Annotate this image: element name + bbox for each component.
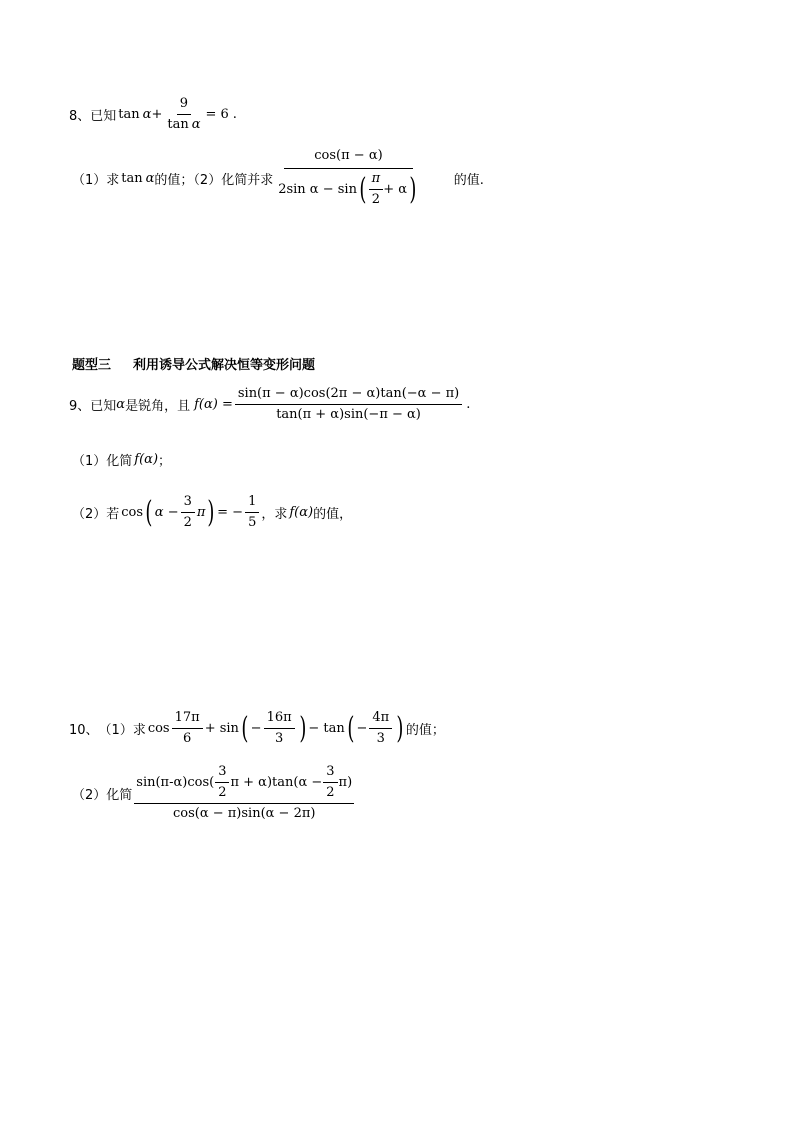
q10-part2-label: （2）化简 (72, 787, 133, 803)
q10-part1-line: 10、 （1）求 cos $\frac{17\pi}{6}$ + sin ( − $\frac{16\pi}{3}$ ) − tan ( − $\frac{4\pi}{3}$ ) 的值； (69, 710, 445, 746)
q9-part1-line (72, 450, 171, 469)
q10-frac2: $\frac{16\pi}{3}$ (264, 710, 295, 747)
q10-number: 10、 (69, 723, 99, 738)
q10-plus-sin: + sin (204, 721, 239, 736)
q9-part2-cos: cos (121, 505, 144, 520)
q9-f-alpha: f(α) = (194, 397, 233, 412)
q9-part1-f: f(α) (134, 452, 159, 467)
q10-part2-denominator: cos(α − π)sin(α − 2π) (172, 806, 316, 821)
q9-intro: 已知 (90, 399, 117, 414)
q10-minus2: − (356, 721, 368, 736)
q9-left-paren: ( (145, 494, 153, 530)
section-3-heading (72, 354, 315, 373)
q8-part1-label: （1）求 (72, 172, 120, 188)
q9-numerator: sin(π − α)cos(2π − α)tan(−α − π) (235, 386, 462, 405)
q8-part1-alpha: α (145, 170, 155, 186)
q8-value-end: 的值. (453, 172, 484, 188)
q8-period: . (232, 107, 237, 122)
q8-frac-den: tan α (167, 117, 201, 132)
q8-part2-den: 2sin α − sin ( $\frac{\pi}{2}$ + α ) (278, 171, 417, 207)
q9-eq-minus: = − (217, 505, 244, 520)
q8-fraction (164, 96, 203, 133)
q10-part2-line (72, 764, 356, 822)
q9-part2-line (72, 494, 352, 531)
q10-part1-end: 的值； (405, 723, 445, 738)
q9-one-fifth: $\frac{1}{5}$ (245, 494, 259, 531)
q8-intro: 已知 (90, 109, 117, 124)
q8-equals: = 6 (205, 107, 229, 122)
q8-number: 8、 (69, 109, 91, 124)
q8-part2-num: cos(π − α) (284, 148, 412, 169)
section-3-title: 题型三 (72, 358, 112, 373)
q9-part1-label: （1）化简 (72, 454, 133, 469)
q8-tan: tan (118, 107, 140, 122)
q9-acute: 是锐角，且 (125, 399, 191, 414)
section-3-subtitle: 利用诱导公式解决恒等变形问题 (133, 358, 316, 373)
q9-denominator: tan(π + α)sin(−π − α) (276, 407, 421, 422)
q9-part1-end: ； (158, 454, 172, 469)
q8-part1-end: 的值；（2）化简并求 (154, 172, 274, 188)
q9-alpha-minus: α − (154, 505, 179, 520)
q9-right-paren: ) (207, 494, 215, 530)
q9-part2-end: 的值， (313, 507, 353, 522)
q9-fraction (235, 386, 462, 423)
q8-plus: + (151, 107, 163, 122)
q10-part2-fraction (134, 764, 354, 822)
q10-cos: cos (147, 721, 170, 736)
q8-part2-fraction (275, 148, 422, 208)
q9-alpha: α (116, 397, 126, 412)
q9-pi: π (196, 505, 206, 520)
q8-alpha: α (142, 107, 152, 122)
q10-minus1: − (250, 721, 262, 736)
q9-part2-mid: ，求 (261, 507, 288, 522)
q10-part2-numerator: sin(π-α)cos( $\frac{3}{2}$ π + α)tan(α − $\frac{3}{2}$ π) (134, 764, 354, 804)
q8-line (69, 96, 237, 133)
q10-part1-label: （1）求 (98, 723, 146, 738)
q10-frac1: $\frac{17\pi}{6}$ (172, 710, 203, 747)
q9-period: . (466, 397, 471, 412)
q9-line (69, 386, 470, 423)
q8-parts-line (72, 148, 484, 208)
q9-part2-f: f(α) (289, 505, 314, 520)
q10-frac3: $\frac{4\pi}{3}$ (369, 710, 392, 747)
q8-frac-num: 9 (177, 96, 191, 115)
q8-part1-tan: tan (121, 170, 143, 186)
q10-minus-tan: − tan (308, 721, 345, 736)
q9-number: 9、 (69, 399, 91, 414)
q9-part2-label: （2）若 (72, 507, 120, 522)
q9-three-halves: $\frac{3}{2}$ (181, 494, 195, 531)
